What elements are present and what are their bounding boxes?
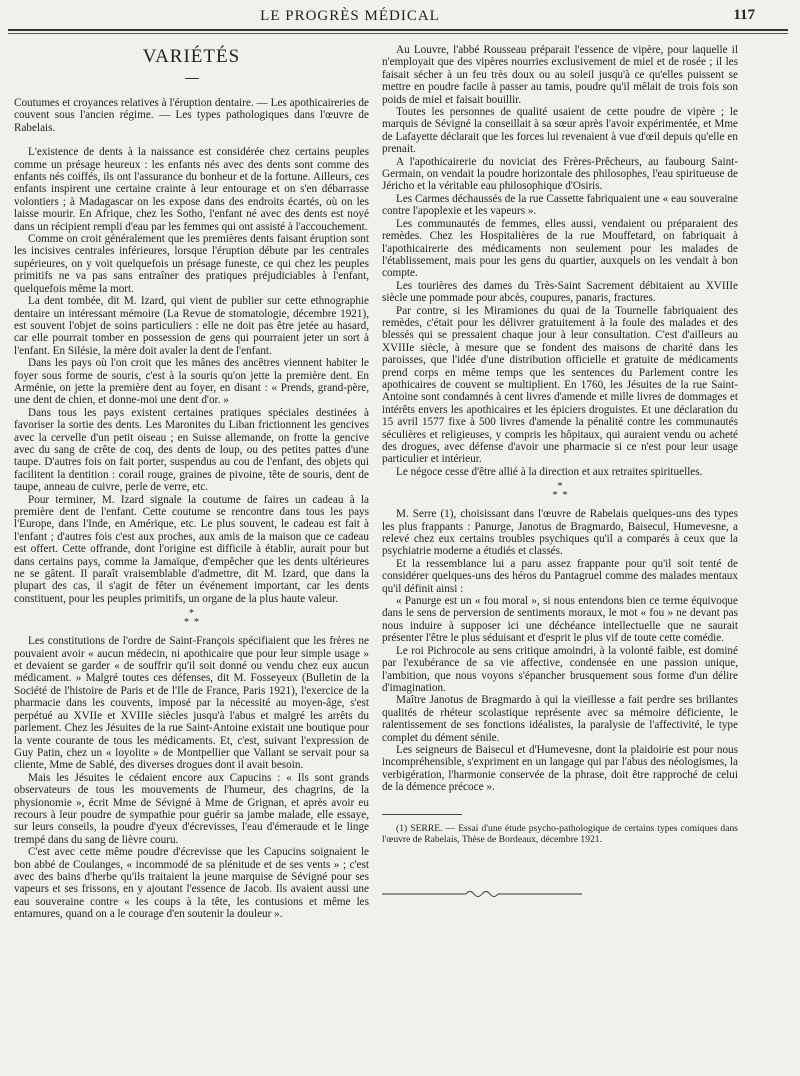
ornamental-divider [382,887,582,901]
paragraph: Toutes les personnes de qualité usaient de cette poudre de vipère ; le marquis de Sévigné la conseillait à sa sœur après l'avoir expérimentée, et Mme de Lafayette déclarait que les forces lui revenaient à vue d'œil depuis qu'elle en prenait. [382,106,738,156]
paragraph: Mais les Jésuites le cédaient encore aux Capucins : « Ils sont grands observateurs de tous les mouvements de l'humeur, des chagrins, de la physionomie », écrit Mme de Sévigné à Mme de Grignan, et après avoir eu recours à leur poudre de sympathie pour guérir sa jambe malade, elle essaye, sur leurs conseils, la poudre d'yeux d'écrevisses, l'eau d'émeraude et le linge trempé dans du sang de lièvre couru. [14,771,369,846]
asterism-star: * * [184,617,199,629]
paragraph: Comme on croit généralement que les premières dents faisant éruption sont les incisives centrales inférieures, lorsque l'éruption débute par les centrales supérieures, on y voit quelquefois un présage funeste, ce qui chez les peuples primitifs ne va pas sans entraîner des pratiques préjudiciables à l'enfant, quelquefois même la mort. [14,233,369,295]
paragraph: Dans les pays où l'on croit que les mânes des ancêtres viennent habiter le foyer sous forme de souris, c'est à la souris qu'on jette la première dent. En Arménie, on jette la première dent au foyer, en disant : « Prends, grand-père, une dent de chien, et donne-moi une dent d'or. » [14,357,369,407]
paragraph: M. Serre (1), choisissant dans l'œuvre de Rabelais quelques-uns des types les plus frappants : Panurge, Janotus de Bragmardo, Baisecul, Humevesne, a relevé chez eux certains troubles psychiques qu'il a comparés à ceux que la psychiatrie moderne a étudiés et classés. [382,508,738,558]
section-title: VARIÉTÉS [142,46,241,67]
asterism-star: * [189,608,194,620]
journal-title: LE PROGRÈS MÉDICAL [260,8,440,24]
footnote-rule [382,814,462,815]
paragraph: A l'apothicairerie du noviciat des Frères-Prêcheurs, au faubourg Saint-Germain, on vendait la poudre horizontale des philosophes, l'eau spiritueuse de Jéricho et la véritable eau philosophique d'Osiris. [382,155,738,193]
running-header [0,6,800,28]
right-column [382,44,738,904]
asterism-star: * * [552,490,568,502]
paragraph: Les tourières des dames du Très-Saint Sacrement débitaient au XVIIIe siècle une pommade pour abcès, coupures, panaris, fractures. [382,279,738,305]
paragraph: Et la ressemblance lui a paru assez frappante pour qu'il soit tenté de considérer quelques-uns des héros du Pantagruel comme des malades mentaux qu'il définit ainsi : [382,557,738,595]
paragraph: « Panurge est un « fou moral », si nous entendons bien ce terme équivoque dans le sens de perversion de sentiments moraux, le mot « fou » ne devant pas nous induire à supposer ici une déchéance intellectuelle que ne saurait présenter l'être le plus séduisant et d'esprit le plus vif de toute cette comédie. [382,595,738,645]
paragraph: Le négoce cesse d'être allié à la direction et aux retraites spirituelles. [396,465,703,478]
section-summary: Coutumes et croyances relatives à l'éruption dentaire. — Les apothicaireries de couvent sous l'ancien régime. — Les types pathologiques dans l'œuvre de Rabelais. [14,97,369,134]
paragraph: Les communautés de femmes, elles aussi, vendaient ou préparaient des remèdes. Chez les Hospitalières de la rue Mouffetard, on fabriquait à l'apothicairerie des médicaments non seulement pour les malades de l'établissement, mais pour les gens du quartier, auxquels on les vendait à bon compte. [382,217,738,280]
paragraph: Maître Janotus de Bragmardo à qui la vieillesse a fait perdre ses brillantes qualités de rhéteur scolastique représente avec sa mémoire déficiente, le ralentissement de ses fonctions idéalistes, la paralysie de l'affectivité, le type complet du dément sénile. [382,694,738,744]
section-separator [14,609,369,627]
paragraph: C'est avec cette même poudre d'écrevisse que les Capucins soignaient le bon abbé de Coulanges, « incommodé de sa plénitude et de ses vents » ; c'est avec des bains d'herbe qu'ils traitaient la jeune marquise de Sévigné pour ses vapeurs et ses frissons, en y ajoutant l'essence de Jacob. Ils avaient aussi une eau souveraine contre « les coups à la tête, les contusions et même les entamures, quand on a le courage d'en soutenir la douleur ». [14,846,369,921]
paragraph: Les Carmes déchaussés de la rue Cassette fabriquaient une « eau souveraine contre l'apoplexie et les vapeurs ». [382,192,738,218]
paragraph: Par contre, si les Miramiones du quai de la Tournelle fabriquaient des remèdes, c'était pour les délivrer gratuitement à la foule des malades et des blessés qui se pressaient chaque jour à leur consultation. C'est d'ailleurs au XVIIIe siècle, à mesure que se fondent des maisons de charité dans les paroisses, que l'idée d'une distribution officielle et gratuite de médicaments prend corps en même temps que les sentences du Parlement contre les apothicaires de couvent se multiplient. En 1760, les Jésuites de la rue Saint-Antoine sont condamnés à cent livres d'amende et mille livres de dommages et intérêts envers les apothicaires et les épiciers droguistes. Et une déclaration du 15 avril 1577 fixe à 500 livres d'amende la pénalité contre les communautés séculières et religieuses, y compris les hôpitaux, qui auraient vendu ou acheté des drogues, avec défense d'avoir une pharmacie si ce n'est pour leur usage particulier et intérieur. [382,304,738,466]
paragraph: Pour terminer, M. Izard signale la coutume de faires un cadeau à la première dent de l'enfant. Cette coutume se rencontre dans tous les pays l'Europe, dans l'Inde, en Amérique, etc. Le plus souvent, le cadeau est fait à l'enfant ; d'autres fois c'est aux proches, aux amis de la maison que ce cadeau est offert. Cette offrande, dont l'origine est difficile à établir, aurait pour but dans certains pays, comme la Jamaïque, d'empêcher que les dents ultérieures ne se gâtent. Il paraît vraisemblable d'admettre, dit M. Izard, que dans la plupart des cas, il s'agit de fêter un événement important, car les dents constituent, pour les peuples primitifs, un organe de la plus haute valeur. [14,493,369,605]
paragraph: Au Louvre, l'abbé Rousseau préparait l'essence de vipère, pour laquelle il n'employait que des vipères nourries exclusivement de miel et de rosée ; il les faisait sécher à un feu très doux ou au soleil jusqu'à ce qu'elles puissent se mettre en poudre facile à passer au tamis, poudre qu'il mêlait de trois fois son poids de miel et faisait bouillir. [382,44,738,106]
asterism-star: * [557,481,563,493]
title-divider [185,78,199,79]
paragraph: La dent tombée, dit M. Izard, qui vient de publier sur cette ethnographie dentaire un intéressant mémoire (La Revue de stomatologie, décembre 1921), est souvent l'objet de soins particuliers : elle ne doit pas être jetée au hasard, car elle pourrait tomber en possession de gens qui pourraient jeter un sort à l'enfant. En Silésie, la mère doit avaler la dent de l'enfant. [14,295,369,357]
footnote: (1) SERRE. — Essai d'une étude psycho-pathologique de certains types comiques dans l'œuvre de Rabelais, Thèse de Bordeaux, décembre 1921. [382,822,738,845]
paragraph: Dans tous les pays existent certaines pratiques spéciales destinées à favoriser la sortie des dents. Les Maronites du Liban frictionnent les gencives avec la cervelle d'un petit oiseau ; en Suisse allemande, on frotte la gencive avec du sang de crête de coq, des dents de loup, ou des petites pattes d'une taupe. D'autres fois on fait porter, suspendus au cou de l'enfant, des objets qui facilitent la dentition : corail rouge, graines de pivoine, tête de souris, dent de taupe, anneau de cuivre, perle de verre, etc. [14,406,369,494]
paragraph: Les constitutions de l'ordre de Saint-François spécifiaient que les frères ne pouvaient avoir « aucun médecin, ni apothicaire que pour leur simple usage » et devaient se garder « de souffrir qu'il soit donné ou vendu chez eux aucun médicament. » Malgré toutes ces défenses, dit M. Fosseyeux (Bulletin de la Société de l'histoire de Paris et de l'Ile de France, Paris 1921), l'exercice de la pharmacie dans les couvents, imposé par la nécessité au moyen-âge, s'est perpétué au XVIIe et XVIIIe siècles jusqu'à l'abus et malgré les arrêts du parlement. Chez les Jésuites de la rue Saint-Antoine existait une boutique pour la vente courante de tous les médicaments. Et, c'est, suivant l'expression de Guy Patin, chez un « loyolite » de Montpellier que Vallant se servait pour sa cliente, Mme de Sablé, des diverses drogues dont il avait besoin. [14,635,369,772]
paragraph: Les seigneurs de Baisecul et d'Humevesne, dont la plaidoirie est pour nous incompréhensible, s'expriment en un langage qui par l'abus des néologismes, la verbigération, l'harmonie conservée de la phrase, doit être rapproché de celui de la démence précoce ». [382,743,738,794]
page-number: 117 [733,7,755,23]
paragraph: L'existence de dents à la naissance est considérée chez certains peuples comme un présage heureux : les enfants nés avec des dents sont comme des enfants nés coiffés, ils ont l'assurance du bonheur et de la fortune. Ailleurs, ces enfants inspirent une certaine crainte à leur entourage et on s'en débarrasse volontiers ; à Madagascar on les expose dans des endroits écartés, où on les laisse mourir. En Afrique, chez les Sotho, l'enfant né avec des dents est noyé dans un récipient rempli d'eau par les femmes qui ont assisté à l'accouchement. [14,146,369,233]
section-separator [382,482,738,500]
left-column [14,40,369,921]
header-rule [8,29,788,34]
paragraph: Le roi Pichrocole au sens critique amoindri, à la volonté faible, est dominé par l'exubérance de sa vie affective, condensée en une passion unique, l'ambition, que nous voyons s'épancher brusquement sous forme d'un délire d'imagination. [382,644,738,694]
